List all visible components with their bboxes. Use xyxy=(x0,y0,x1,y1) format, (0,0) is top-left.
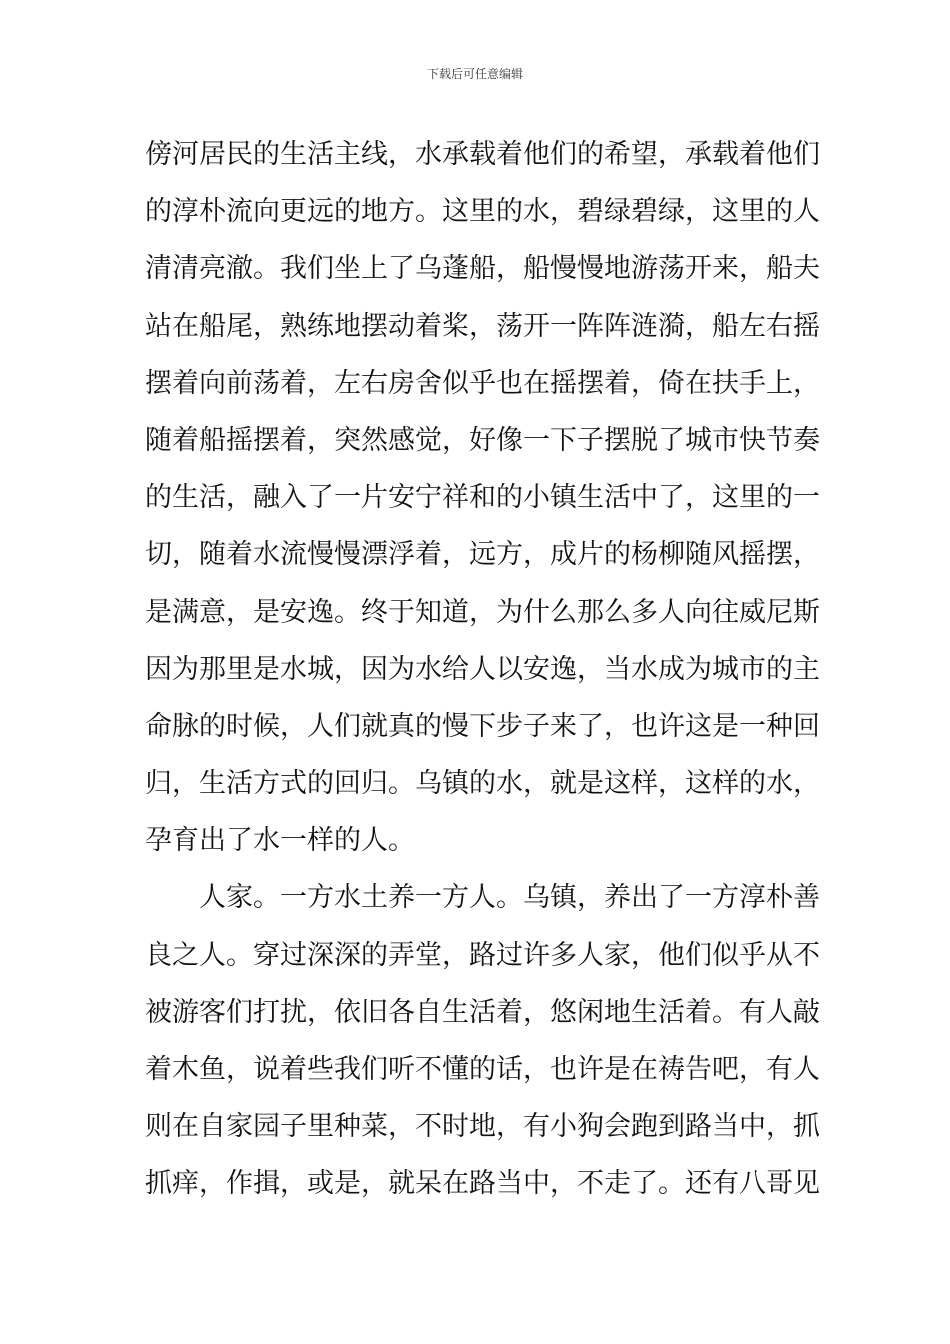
text-line: 良之人。穿过深深的弄堂，路过许多人家，他们似乎从不 xyxy=(145,939,820,971)
text-line: 抓痒，作揖，或是，就呆在路当中，不走了。还有八哥见 xyxy=(145,1168,820,1200)
text-line: 切，随着水流慢慢漂浮着，远方，成片的杨柳随风摇摆， xyxy=(145,539,820,571)
text-line: 孕育出了水一样的人。 xyxy=(145,825,415,857)
text-line: 的淳朴流向更远的地方。这里的水，碧绿碧绿，这里的人 xyxy=(145,196,820,228)
text-line: 被游客们打扰，依旧各自生活着，悠闲地生活着。有人敲 xyxy=(145,996,820,1028)
text-line: 的生活，融入了一片安宁祥和的小镇生活中了，这里的一 xyxy=(145,482,820,514)
text-line: 归，生活方式的回归。乌镇的水，就是这样，这样的水， xyxy=(145,768,820,800)
text-line: 随着船摇摆着，突然感觉，好像一下子摆脱了城市快节奏 xyxy=(145,424,820,456)
text-line: 则在自家园子里种菜，不时地，有小狗会跑到路当中，抓 xyxy=(145,1111,820,1143)
text-line: 人家。一方水土养一方人。乌镇，养出了一方淳朴善 xyxy=(199,882,820,914)
text-line: 站在船尾，熟练地摆动着桨，荡开一阵阵涟漪，船左右摇 xyxy=(145,310,820,342)
text-line: 是满意，是安逸。终于知道，为什么那么多人向往威尼斯 xyxy=(145,596,820,628)
text-line: 清清亮澈。我们坐上了乌蓬船，船慢慢地游荡开来，船夫 xyxy=(145,253,820,285)
paragraph-people xyxy=(145,869,820,1212)
text-line: 傍河居民的生活主线，水承载着他们的希望，承载着他们 xyxy=(145,139,820,170)
text-line: 因为那里是水城，因为水给人以安逸，当水成为城市的主 xyxy=(145,653,820,685)
page-header-note: 下载后可任意编辑 xyxy=(426,67,523,81)
text-line: 摆着向前荡着，左右房舍似乎也在摇摆着，倚在扶手上， xyxy=(145,367,820,399)
paragraph-water xyxy=(145,126,820,869)
text-line: 着木鱼，说着些我们听不懂的话，也许是在祷告吧，有人 xyxy=(145,1054,820,1085)
document-body xyxy=(145,126,820,1213)
text-line: 命脉的时候，人们就真的慢下步子来了，也许这是一种回 xyxy=(145,710,820,742)
